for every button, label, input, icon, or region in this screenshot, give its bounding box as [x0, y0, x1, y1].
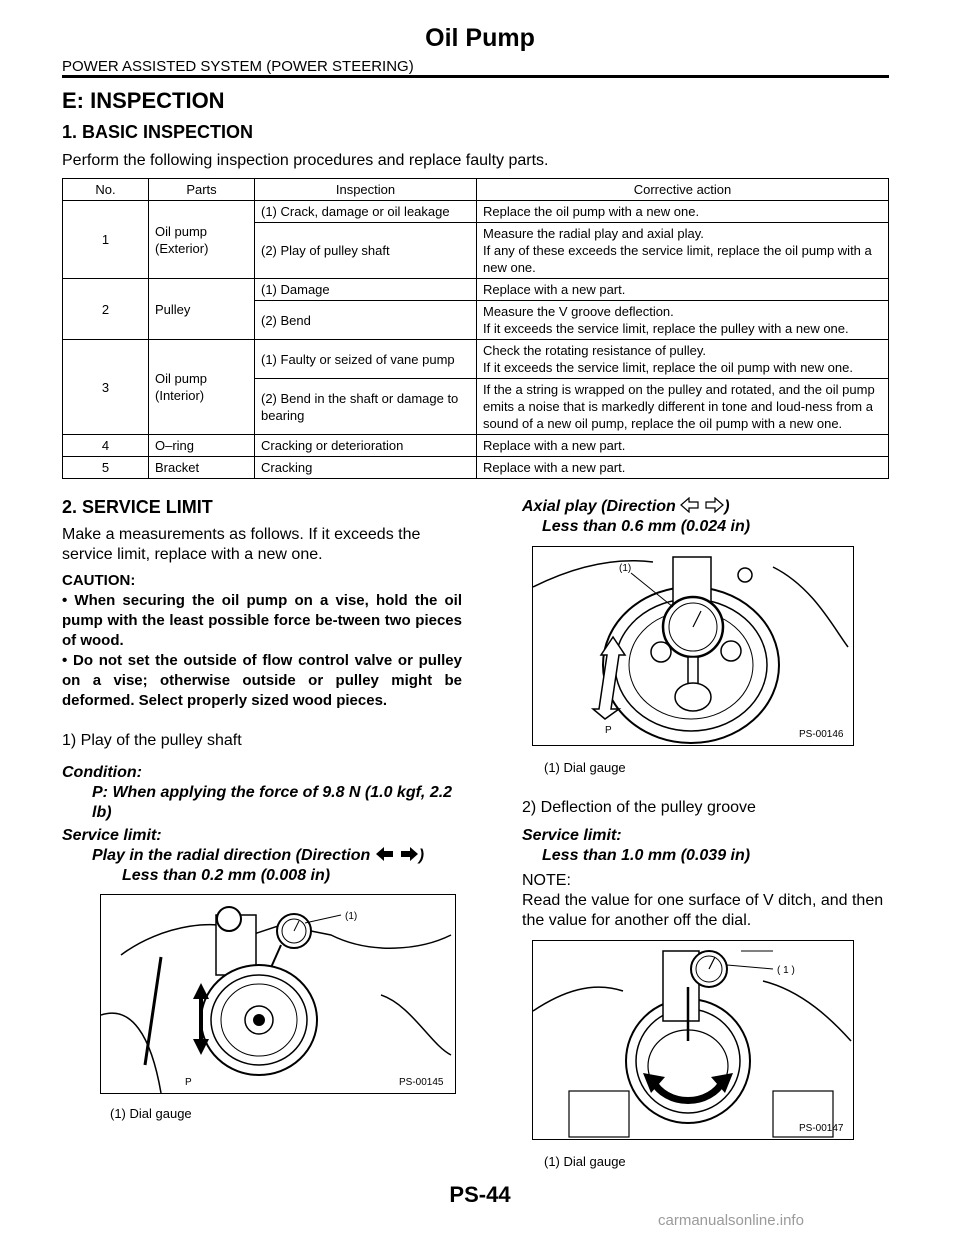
watermark: carmanualsonline.info: [658, 1212, 804, 1229]
cell-no: 2: [63, 279, 149, 340]
fig146-callout: (1): [619, 563, 632, 574]
cell-inspection: Cracking or deterioration: [255, 435, 477, 457]
fig146-caption: (1) Dial gauge: [544, 760, 626, 775]
condition-block: [62, 763, 462, 823]
service-limit-2-value: Less than 1.0 mm (0.039 in): [542, 847, 751, 864]
figure-ps-00146: [532, 546, 854, 746]
cell-no: 1: [63, 201, 149, 279]
fig147-code: PS-00147: [799, 1123, 844, 1134]
cell-inspection: (1) Damage: [255, 279, 477, 301]
cell-no: 4: [63, 435, 149, 457]
cell-inspection: Cracking: [255, 457, 477, 479]
cell-action: Check the rotating resistance of pulley. If it exceeds the service limit, replace the oil pump with new one.: [477, 340, 889, 379]
fig147-caption: (1) Dial gauge: [544, 1154, 626, 1169]
cell-action: Measure the radial play and axial play. If any of these exceeds the service limit, replace the oil pump with a new one.: [477, 223, 889, 279]
fig146-code: PS-00146: [799, 729, 844, 740]
axial-direction-arrows-icon: [680, 497, 724, 513]
note-block: [522, 871, 894, 931]
cell-action: Replace with a new part.: [477, 279, 889, 301]
fig145-p-label: P: [185, 1077, 192, 1088]
table-header-row: [63, 179, 889, 201]
page-number: PS-44: [449, 1182, 511, 1207]
pump-radial-illustration: [101, 895, 455, 1093]
cell-part: Pulley: [149, 279, 255, 340]
radial-value: Less than 0.2 mm (0.008 in): [122, 867, 331, 884]
caution-block: [62, 571, 462, 711]
fig145-caption: (1) Dial gauge: [110, 1106, 192, 1121]
service-limit-block: [62, 826, 462, 886]
service-limit-2-label: Service limit:: [522, 827, 622, 844]
cell-inspection: (2) Play of pulley shaft: [255, 223, 477, 279]
pump-axial-illustration: [533, 547, 853, 745]
service-limit-2-block: [522, 826, 892, 866]
figure-ps-00145: [100, 894, 456, 1094]
axial-label: Axial play (Direction: [522, 498, 676, 515]
cell-no: 3: [63, 340, 149, 435]
pump-deflection-illustration: [533, 941, 853, 1139]
caution-title: CAUTION:: [62, 572, 136, 589]
cell-action: Replace with a new part.: [477, 435, 889, 457]
fig145-code: PS-00145: [399, 1077, 444, 1088]
caution-item-1: • When securing the oil pump on a vise, hold the oil pump with the least possible force be-tween two pieces of wood.: [62, 592, 462, 649]
col-action: Corrective action: [477, 179, 889, 201]
note-title: NOTE:: [522, 872, 571, 889]
inspection-heading: E: INSPECTION: [62, 88, 225, 113]
step-1: 1) Play of the pulley shaft: [62, 732, 242, 749]
fig147-callout: ( 1 ): [777, 965, 795, 976]
cell-action: Replace the oil pump with a new one.: [477, 201, 889, 223]
cell-part: O–ring: [149, 435, 255, 457]
cell-part: Oil pump (Exterior): [149, 201, 255, 279]
page-title: Oil Pump: [425, 24, 535, 52]
cell-inspection: (1) Crack, damage or oil leakage: [255, 201, 477, 223]
step-2: 2) Deflection of the pulley groove: [522, 799, 756, 816]
cell-part: Oil pump (Interior): [149, 340, 255, 435]
caution-item-2: • Do not set the outside of flow control valve or pulley on a vise; otherwise outside or pulley might be deformed. Select properly sized wood pieces.: [62, 652, 462, 709]
axial-block: [522, 497, 892, 537]
note-text: Read the value for one surface of V ditch, and then the value for another off the dial.: [522, 892, 884, 929]
radial-label: Play in the radial direction (Direction: [92, 847, 371, 864]
inspection-table: [62, 178, 889, 479]
radial-close: ): [418, 847, 425, 864]
table-row: [63, 457, 889, 479]
table-row: [63, 435, 889, 457]
service-intro: Make a measurements as follows. If it exceeds the service limit, replace with a new one.: [62, 526, 421, 563]
cell-inspection: (1) Faulty or seized of vane pump: [255, 340, 477, 379]
basic-intro: Perform the following inspection procedures and replace faulty parts.: [62, 152, 549, 169]
basic-inspection-heading: 1. BASIC INSPECTION: [62, 122, 254, 142]
cell-inspection: (2) Bend: [255, 301, 477, 340]
condition-value: P: When applying the force of 9.8 N (1.0 kgf, 2.2 lb): [92, 784, 453, 821]
col-no: No.: [63, 179, 149, 201]
col-parts: Parts: [149, 179, 255, 201]
figure-ps-00147: [532, 940, 854, 1140]
service-limit-label: Service limit:: [62, 827, 162, 844]
radial-direction-arrows-icon: [375, 846, 419, 862]
section-subtitle: POWER ASSISTED SYSTEM (POWER STEERING): [62, 58, 414, 75]
cell-action: Measure the V groove deflection. If it exceeds the service limit, replace the pulley with a new one.: [477, 301, 889, 340]
axial-close: ): [724, 498, 730, 515]
cell-inspection: (2) Bend in the shaft or damage to bearing: [255, 379, 477, 435]
condition-label: Condition:: [62, 764, 142, 781]
table-row: [63, 340, 889, 379]
fig145-callout: (1): [345, 911, 358, 922]
table-row: [63, 279, 889, 301]
cell-part: Bracket: [149, 457, 255, 479]
cell-no: 5: [63, 457, 149, 479]
cell-action: If the a string is wrapped on the pulley and rotated, and the oil pump emits a noise that is markedly different in tone and loud-ness from a sound of a new oil pump, replace the oil pump with a new one.: [477, 379, 889, 435]
header-rule: [62, 75, 889, 78]
service-limit-heading: 2. SERVICE LIMIT: [62, 497, 213, 517]
axial-value: Less than 0.6 mm (0.024 in): [542, 518, 751, 535]
fig146-p-label: P: [605, 725, 612, 736]
col-inspection: Inspection: [255, 179, 477, 201]
table-row: [63, 201, 889, 223]
cell-action: Replace with a new part.: [477, 457, 889, 479]
